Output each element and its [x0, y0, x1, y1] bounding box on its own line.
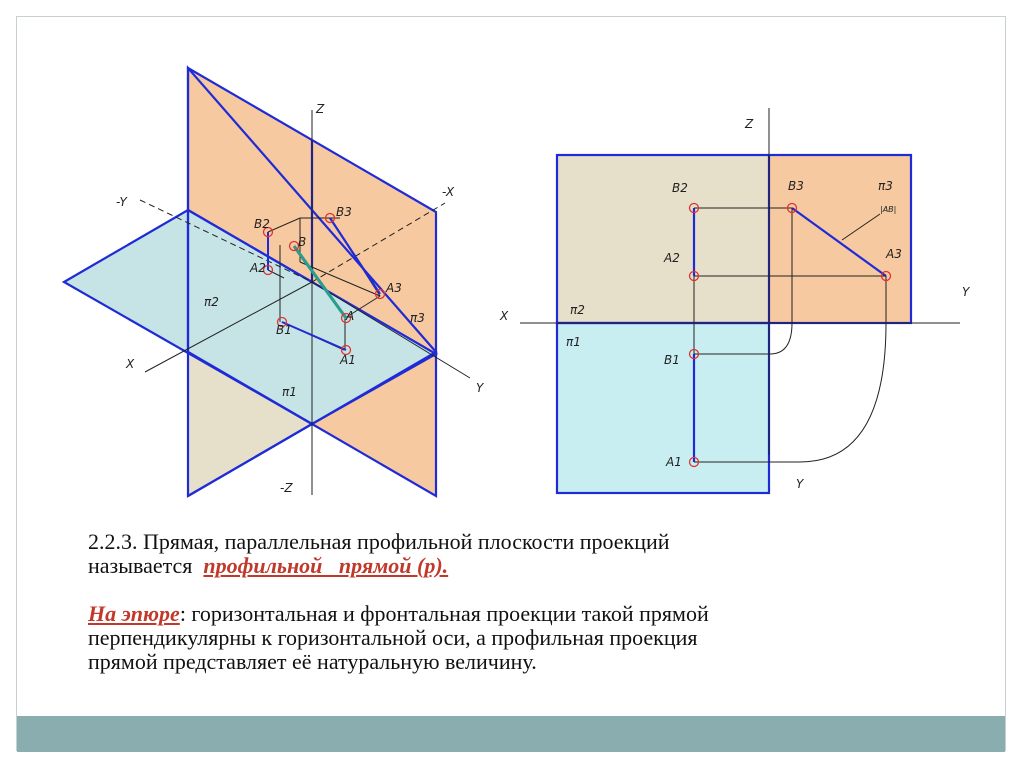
point-label-a3: A3: [386, 281, 402, 295]
axis-label-y: Y: [476, 381, 484, 395]
plane-label-pi1: π1: [282, 385, 297, 399]
axis-label-neg-x: -X: [442, 185, 455, 199]
axis-label-z: Z: [316, 102, 325, 116]
definition-prefix: называется: [88, 553, 204, 578]
epure-lead: На эпюре: [88, 601, 180, 626]
point-label-b3: B3: [336, 205, 352, 219]
plane-label-pi2: π2: [204, 295, 219, 309]
epure-plane-pi1: π1: [566, 335, 581, 349]
point-label-a: A: [346, 309, 355, 323]
axis-label-neg-y: -Y: [116, 195, 127, 209]
point-label-b1: B1: [276, 323, 292, 337]
epure-line-3: прямой представляет её натуральную величину.: [88, 649, 537, 674]
point-label-a2: A2: [250, 261, 266, 275]
paragraph-epure: [88, 602, 948, 674]
epure-line-1: [88, 602, 948, 626]
axis-label-neg-z: -Z: [280, 481, 293, 495]
axonometric-diagram: [64, 68, 485, 496]
epure-axis-y-right: Y: [962, 285, 970, 299]
point-label-b: B: [298, 235, 307, 249]
epure-plane-pi3: π3: [878, 179, 893, 193]
epure-axis-x: X: [500, 309, 509, 323]
axis-label-x: X: [126, 357, 135, 371]
epure-point-b2: B2: [672, 181, 688, 195]
epure-point-a1: A1: [666, 455, 682, 469]
epure-axis-z: Z: [745, 117, 754, 131]
plane-label-pi3: π3: [410, 311, 425, 325]
definition-line-2: [88, 554, 948, 578]
epure-axis-y-bottom: Y: [796, 477, 804, 491]
epure-point-b1: B1: [664, 353, 680, 367]
epure-point-b3: B3: [788, 179, 804, 193]
paragraph-definition: [88, 530, 948, 578]
epure-plane-pi2: π2: [570, 303, 585, 317]
epure-diagram: [499, 108, 971, 493]
epure-line-2: перпендикулярны к горизонтальной оси, а профильная проекция: [88, 625, 698, 650]
epure-after-lead: : горизонтальная и фронтальная проекции такой прямой: [179, 601, 709, 626]
epure-point-a2: A2: [664, 251, 680, 265]
epure-pi3-note: |AB|: [880, 205, 897, 214]
epure-point-a3: A3: [886, 247, 902, 261]
definition-line-1: 2.2.3. Прямая, параллельная профильной плоскости проекций: [88, 529, 670, 554]
point-label-b2: B2: [254, 217, 270, 231]
point-label-a1: A1: [340, 353, 356, 367]
definition-term: профильной прямой (р).: [203, 553, 449, 578]
